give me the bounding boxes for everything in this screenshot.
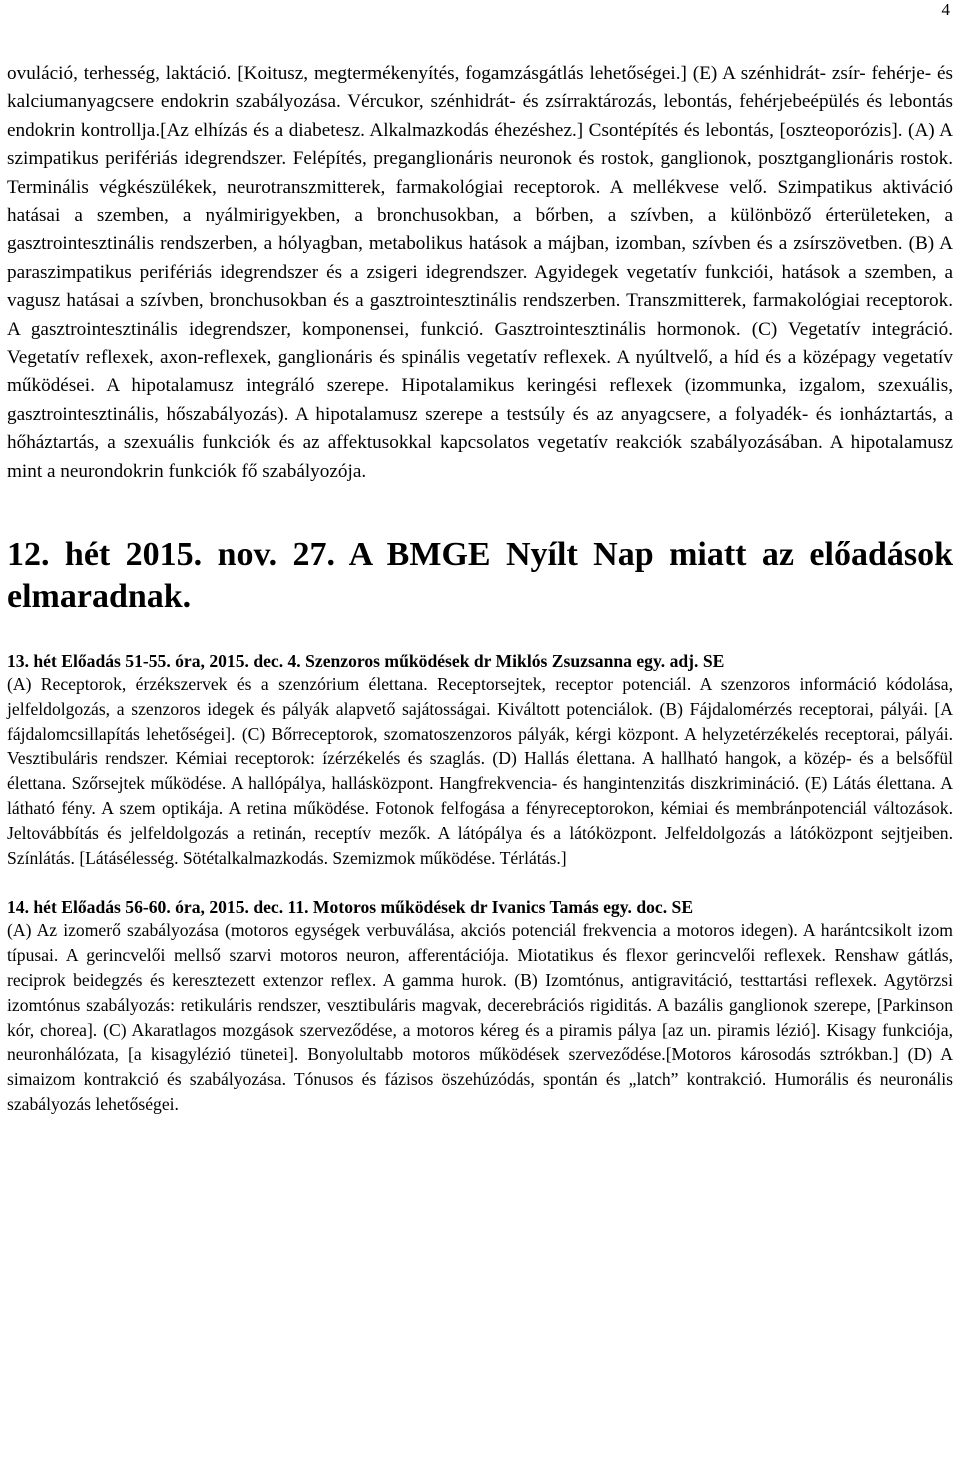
page-number: 4 [941,0,950,19]
document-body [7,60,953,1117]
week12-heading: 12. hét 2015. nov. 27. A BMGE Nyílt Nap miatt az előadások elmaradnak. [7,536,953,616]
week14-section [7,896,953,1116]
week13-section [7,650,953,870]
week14-body: (A) Az izomerő szabályozása (motoros egységek verbuválása, akciós potenciál frekvencia a motoros idegen). A harántcsikolt izom típusai. A gerincvelői mellső szarvi motoros neuron, afferentációja. Miotatikus és flexor gerincvelői reflexek. Renshaw gátlás, reciprok beidegzés és keresztezett extenzor reflex. A gamma hurok. (B) Izomtónus, antigravitáció, testtartási reflexek. Agytörzsi izomtónus szabályozás: retikuláris rendszer, vesztibuláris magvak, decerebrációs rigiditás. A bazális ganglionok szerepe, [Parkinson kór, chorea]. (C) Akaratlagos mozgások szerveződése, a motoros kéreg és a piramis pálya [az un. piramis lézió]. Kisagy funkciója, neuronhálózata, [a kisagylézió tünetei]. Bonyolultabb motoros működések szerveződése.[Motoros károsodás sztrókban.] (D) A simaizom kontrakció és szabályozása. Tónusos és fázisos öszehúzódás, spontán és „latch” kontrakció. Humorális és neuronális szabályozás lehetőségei. [7,920,953,1115]
week13-body: (A) Receptorok, érzékszervek és a szenzórium élettana. Receptorsejtek, receptor potenciál. A szenzoros információ kódolása, jelfeldolgozás, a szenzoros idegek és pályák alapvető sajátosságai. Kiváltott potenciálok. (B) Fájdalomérzés receptorai, pályái. [A fájdalomcsillapítás lehetőségei]. (C) Bőrreceptorok, szomatoszenzoros pályák, kérgi központ. A helyzetérzékelés receptorai, pályái. Vesztibuláris rendszer. Kémiai receptorok: ízérzékelés és szaglás. (D) Hallás élettana. A hallható hangok, a közép- és a belsőfül élettana. Szőrsejtek működése. A hallópálya, hallásközpont. Hangfrekvencia- és hangintenzitás diszkrimináció. (E) Látás élettana. A látható fény. A szem optikája. A retina működése. Fotonok felfogása a fényreceptorokon, kémiai és membránpotenciál változások. Jeltovábbítás és jelfeldolgozás a retinán, receptív mezők. A látópálya és a látóközpont. Jelfeldolgozás a látóközpont sejtjeiben. Színlátás. [Látásélesség. Sötétalkalmazkodás. Szemizmok működése. Térlátás.] [7,674,953,868]
week13-title: 13. hét Előadás 51-55. óra, 2015. dec. 4. Szenzoros működések dr Miklós Zsuzsanna egy. adj. SE [7,651,725,672]
week14-title: 14. hét Előadás 56-60. óra, 2015. dec. 11. Motoros működések dr Ivanics Tamás egy. doc. SE [7,897,694,918]
intro-paragraph: ovuláció, terhesség, laktáció. [Koitusz, megtermékenyítés, fogamzásgátlás lehetőségei.] (E) A szénhidrát- zsír- fehérje- és kalciumanyagcsere endokrin szabályozása. Vércukor, szénhidrát- és zsírraktározás, lebontás, fehérjebeépülés és lebontás endokrin kontrollja.[Az elhízás és a diabetesz. Alkalmazkodás éhezéshez.] Csontépítés és lebontás, [oszteoporózis]. (A) A szimpatikus perifériás idegrendszer. Felépítés, preganglionáris neuronok és rostok, ganglionok, posztganglionáris rostok. Terminális végkészülékek, neurotranszmitterek, farmakológiai receptorok. A mellékvese velő. Szimpatikus aktiváció hatásai a szemben, a nyálmirigyekben, a bronchusokban, a bőrben, a szívben, a különböző érterületeken, a gasztrointesztinális rendszerben, a hólyagban, metabolikus hatások a májban, izomban, szívben és a zsírszövetben. (B) A paraszimpatikus perifériás idegrendszer és a zsigeri idegrendszer. Agyidegek vegetatív funkciói, hatások a szemben, a vagusz hatásai a szívben, bronchusokban és a gasztrointesztinális rendszerben. Transzmitterek, farmakológiai receptorok. A gasztrointesztinális idegrendszer, komponensei, funkció. Gasztrointesztinális hormonok. (C) Vegetatív integráció. Vegetatív reflexek, axon-reflexek, ganglionáris és spinális vegetatív reflexek. A nyúltvelő, a híd és a középagy vegetatív működései. A hipotalamusz integráló szerepe. Hipotalamikus keringési reflexek (izommunka, izgalom, szexuális, gasztrointesztinális, hőszabályozás). A hipotalamusz szerepe a testsúly és az anyagcsere, a folyadék- és ionháztartás, a hőháztartás, a szexuális funkciók és az affektusokkal kapcsolatos vegetatív reakciók szabályozásában. A hipotalamusz mint a neurondokrin funkciók fő szabályozója. [7,63,953,482]
